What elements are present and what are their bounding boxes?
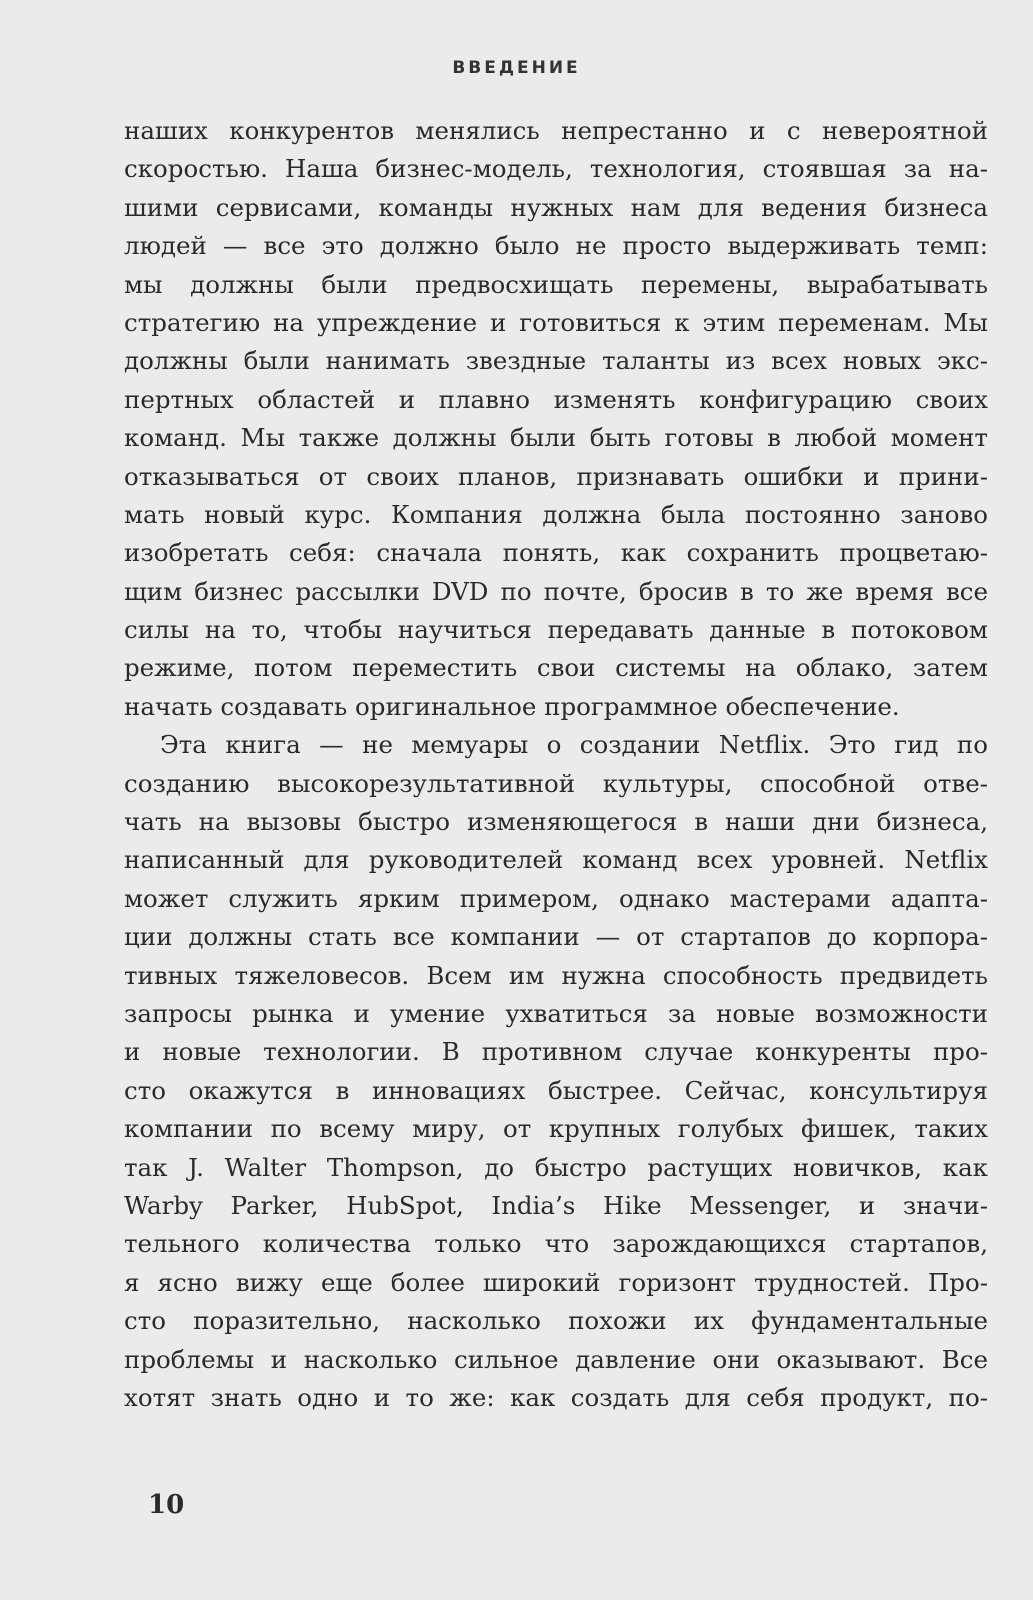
text-line: сто окажутся в инновациях быстрее. Сейчас, консультируя [124,1075,988,1105]
text-line: силы на то, чтобы научиться передавать данные в потоковом [124,615,988,645]
text-line: тивных тяжеловесов. Всем им нужна способность предвидеть [124,960,988,990]
text-line: написанный для руководителей команд всех уровней. Netflix [124,845,988,875]
text-line: отказываться от своих планов, признавать ошибки и прини- [124,461,988,491]
text-line: Эта книга — не мемуары о создании Netflix. Это гид по [160,730,988,760]
text-line: изобретать себя: сначала понять, как сохранить процветаю- [124,538,988,568]
text-line: должны были нанимать звездные таланты из всех новых экс- [124,346,988,376]
text-line: созданию высокорезультативной культуры, способной отве- [124,768,988,798]
text-line: шими сервисами, команды нужных нам для ведения бизнеса [124,192,988,222]
text-line: хотят знать одно и то же: как создать для себя продукт, по- [124,1382,988,1412]
paragraph-2 [124,726,988,1417]
paragraph-1 [124,112,988,726]
text-line: и новые технологии. В противном случае конкуренты про- [124,1037,988,1067]
text-line: наших конкурентов менялись непрестанно и с невероятной [124,116,988,145]
text-line: команд. Мы также должны были быть готовы в любой момент [124,423,988,453]
text-line: стратегию на упреждение и готовиться к этим переменам. Мы [124,307,988,337]
text-line: щим бизнес рассылки DVD по почте, бросив в то же время все [124,576,988,606]
text-line: компании по всему миру, от крупных голубых фишек, таких [124,1114,988,1144]
text-line: так J. Walter Thompson, до быстро растущих новичков, как [124,1152,988,1182]
text-line: ции должны стать все компании — от стартапов до корпора- [124,922,988,952]
text-line: я ясно вижу еще более широкий горизонт трудностей. Про- [124,1267,988,1297]
text-line: мать новый курс. Компания должна была постоянно заново [124,499,988,529]
running-head: ВВЕДЕНИЕ [452,58,581,78]
text-line: запросы рынка и умение ухватиться за новые возможности [124,998,988,1028]
text-line: пертных областей и плавно изменять конфигурацию своих [124,384,988,414]
text-line: может служить ярким примером, однако мастерами адапта- [124,883,988,913]
text-line: режиме, потом переместить свои системы на облако, затем [124,653,988,683]
text-line: людей — все это должно было не просто выдерживать темп: [124,231,988,261]
text-line: проблемы и насколько сильное давление они оказывают. Все [124,1344,988,1374]
text-line: сто поразительно, насколько похожи их фундаментальные [124,1306,988,1336]
text-line: скоростью. Наша бизнес-модель, технология, стоявшая за на- [124,154,988,184]
body-text [124,112,988,1417]
page-number: 10 [148,1490,185,1520]
text-line: Warby Parker, HubSpot, India’s Hike Messenger, и значи- [124,1190,988,1220]
text-line: начать создавать оригинальное программное обеспечение. [124,691,900,721]
text-line: тельного количества только что зарождающихся стартапов, [124,1229,988,1259]
text-line: чать на вызовы быстро изменяющегося в наши дни бизнеса, [124,807,988,837]
text-line: мы должны были предвосхищать перемены, вырабатывать [124,269,988,299]
